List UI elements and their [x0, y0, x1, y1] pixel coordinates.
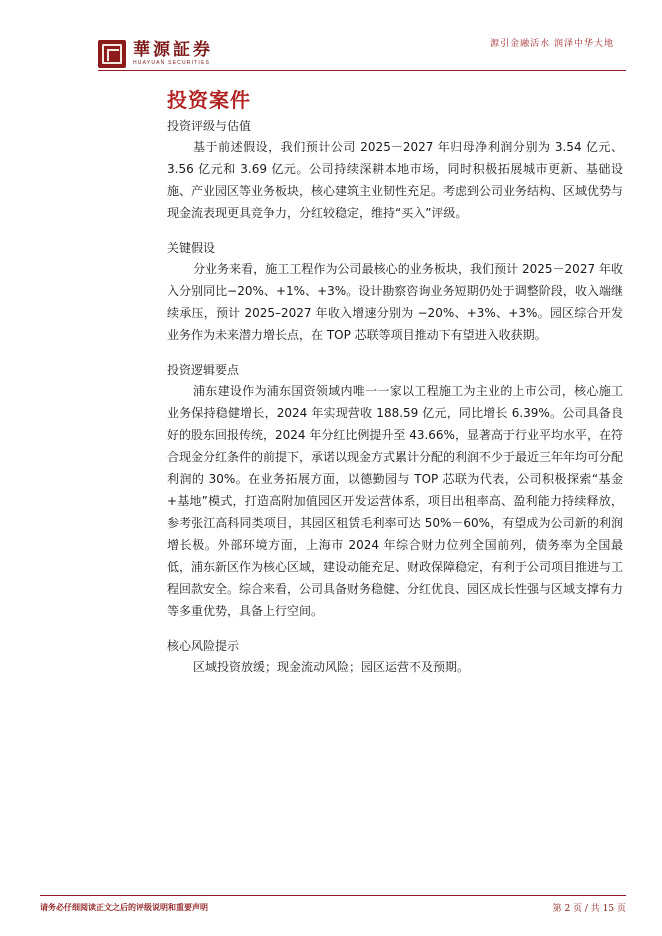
- section-risk-warning: [167, 636, 623, 678]
- section-body: 浦东建设作为浦东国资领域内唯一一家以工程施工为主业的上市公司，核心施工业务保持稳健增长，2024 年实现营收 188.59 亿元，同比增长 6.39%。公司具备良好的股东回报传统，2024 年分红比例提升至 43.66%，显著高于行业平均水平，在符合现金分红条件的前提下，承诺以现金方式累计分配的利润不少于最近三年年均可分配利润的 30%。在业务拓展方面，以德勤园与 TOP 芯联为代表，公司积极探索“基金+基地”模式，打造高附加值园区开发运营体系，项目出租率高、盈利能力持续释放，参考张江高科同类项目，其园区租赁毛利率可达 50%－60%，有望成为公司新的利润增长极。外部环境方面，上海市 2024 年综合财力位列全国前列，债务率为全国最低，浦东新区作为核心区域，建设动能充足、财政保障稳定，有利于公司项目推进与工程回款安全。综合来看，公司具备财务稳健、分红优良、园区成长性强与区域支撑有力等多重优势，具备上行空间。: [167, 384, 624, 618]
- section-body: 分业务来看，施工工程作为公司最核心的业务板块，我们预计 2025－2027 年收入分别同比−20%、+1%、+3%。设计勘察咨询业务短期仍处于调整阶段，收入端继续承压，预计 2025–2027 年收入增速分别为 −20%、+3%、+3%。园区综合开发业务作为未来潜力增长点，在 TOP 芯联等项目推动下有望进入收获期。: [167, 262, 623, 342]
- section-heading: 关键假设: [167, 241, 216, 255]
- section-body: 区域投资放缓；现金流动风险；园区运营不及预期。: [193, 660, 470, 674]
- header-slogan: 源引金融活水 润泽中华大地: [490, 39, 614, 49]
- section-rating-valuation: [167, 116, 623, 224]
- section-investment-logic: [167, 360, 623, 622]
- footer-disclaimer: 请务必仔细阅读正文之后的评级说明和重要声明: [40, 902, 208, 912]
- section-title: 投资案件: [167, 88, 251, 112]
- section-body: 基于前述假设，我们预计公司 2025－2027 年归母净利润分别为 3.54 亿元、3.56 亿元和 3.69 亿元。公司持续深耕本地市场，同时积极拓展城市更新、基础设施、产业园区等业务板块，核心建筑主业韧性充足。考虑到公司业务结构、区域优势与现金流表现更具竞争力，分红较稳定，维持“买入”评级。: [167, 140, 624, 220]
- section-key-assumptions: [167, 238, 623, 346]
- brand-name-en: HUAYUAN SECURITIES: [133, 60, 211, 66]
- page-number: 第 2 页 / 共 15 页: [552, 904, 626, 914]
- logo-seal-icon: [98, 40, 126, 68]
- page-header: [0, 0, 662, 72]
- footer-divider: [40, 895, 626, 896]
- brand-text: [133, 41, 213, 67]
- section-heading: 核心风险提示: [167, 639, 240, 653]
- company-logo: [98, 40, 213, 68]
- header-divider: [98, 70, 626, 71]
- section-heading: 投资逻辑要点: [167, 363, 240, 377]
- section-heading: 投资评级与估值: [167, 119, 252, 133]
- brand-name-cn: 華源証券: [133, 40, 213, 60]
- main-content: [167, 116, 623, 692]
